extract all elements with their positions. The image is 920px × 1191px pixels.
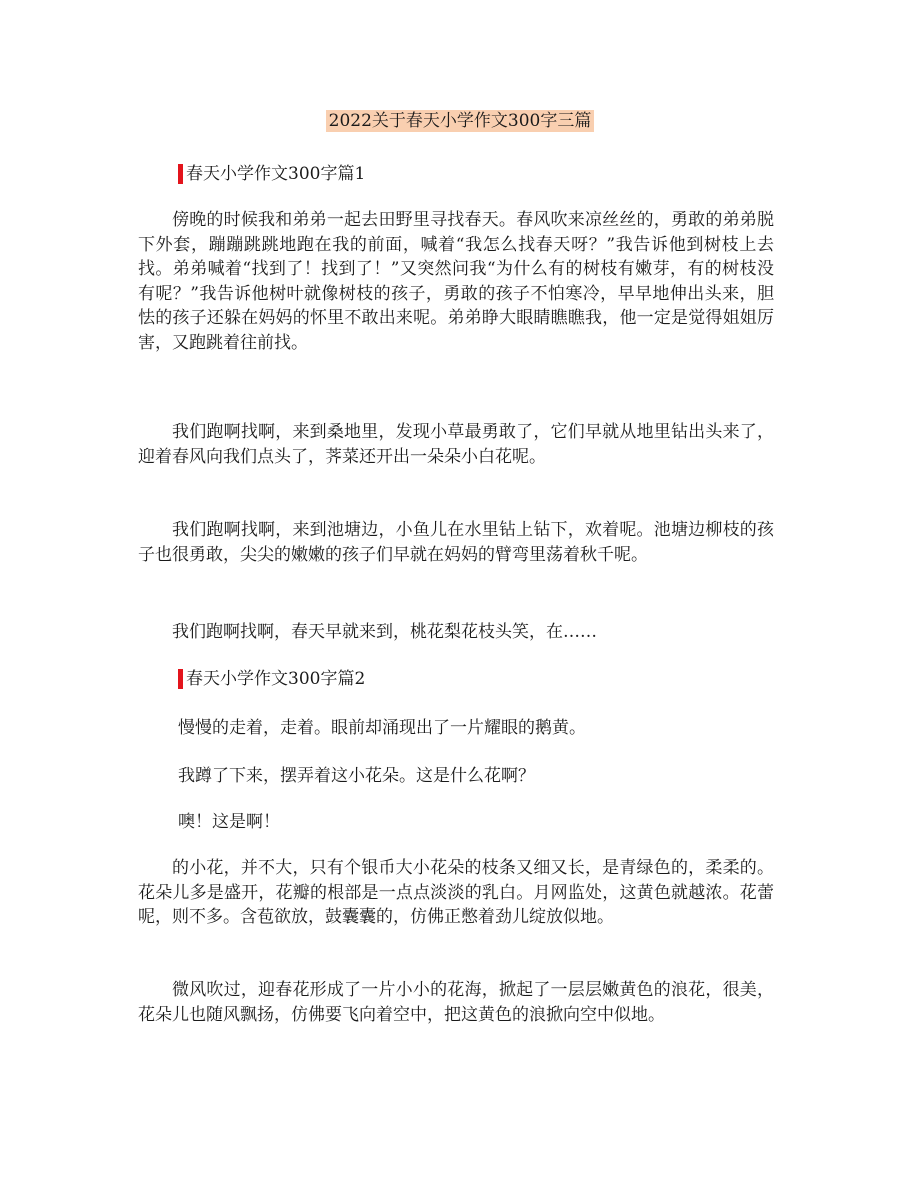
paragraph: 的小花，并不大，只有个银币大小花朵的枝条又细又长，是青绿色的，柔柔的。花朵儿多是盛开，花瓣的根部是一点点淡淡的乳白。月网监处，这黄色就越浓。花蕾呢，则不多。含苞欲放，鼓囊囊的，仿佛正憋着劲儿绽放似地。 (138, 858, 774, 927)
paragraph: 我们跑啊找啊，来到池塘边，小鱼儿在水里钻上钻下，欢着呢。池塘边柳枝的孩子也很勇敢，尖尖的嫩嫩的孩子们早就在妈妈的臂弯里荡着秋千呢。 (138, 520, 774, 565)
section-heading-1 (178, 161, 365, 187)
section-heading-text: 春天小学作文300字篇1 (186, 164, 366, 184)
heading-marker-icon (178, 164, 183, 184)
paragraph: 微风吹过，迎春花形成了一片小小的花海，掀起了一层层嫩黄色的浪花，很美，花朵儿也随风飘扬，仿佛要飞向着空中，把这黄色的浪掀向空中似地。 (138, 980, 774, 1025)
heading-marker-icon (178, 669, 183, 689)
paragraph: 慢慢的走着，走着。眼前却涌现出了一片耀眼的鹅黄。 (178, 718, 586, 738)
paragraph: 我们跑啊找啊，来到桑地里，发现小草最勇敢了，它们早就从地里钻出头来了，迎着春风向我们点头了，荠菜还开出一朵朵小白花呢。 (138, 422, 774, 467)
section-heading-2 (178, 666, 365, 692)
paragraph: 傍晚的时候我和弟弟一起去田野里寻找春天。春风吹来凉丝丝的，勇敢的弟弟脱下外套，蹦蹦跳跳地跑在我的前面，喊着“我怎么找春天呀？”我告诉他到树枝上去找。弟弟喊着“找到了！找到了！”又突然问我“为什么有的树枝有嫩芽，有的树枝没有呢？”我告诉他树叶就像树枝的孩子，勇敢的孩子不怕寒冷，早早地伸出头来，胆怯的孩子还躲在妈妈的怀里不敢出来呢。弟弟睁大眼睛瞧瞧我，他一定是觉得姐姐厉害，又跑跳着往前找。 (138, 210, 774, 353)
section-heading-text: 春天小学作文300字篇2 (186, 669, 366, 689)
document-title-text: 2022关于春天小学作文300字三篇 (326, 110, 595, 132)
paragraph: 我蹲了下来，摆弄着这小花朵。这是什么花啊？ (178, 766, 535, 786)
paragraph: 我们跑啊找啊，春天早就来到，桃花梨花枝头笑，在…… (172, 622, 597, 642)
document-title (0, 108, 920, 134)
paragraph: 噢！这是啊！ (178, 812, 280, 832)
